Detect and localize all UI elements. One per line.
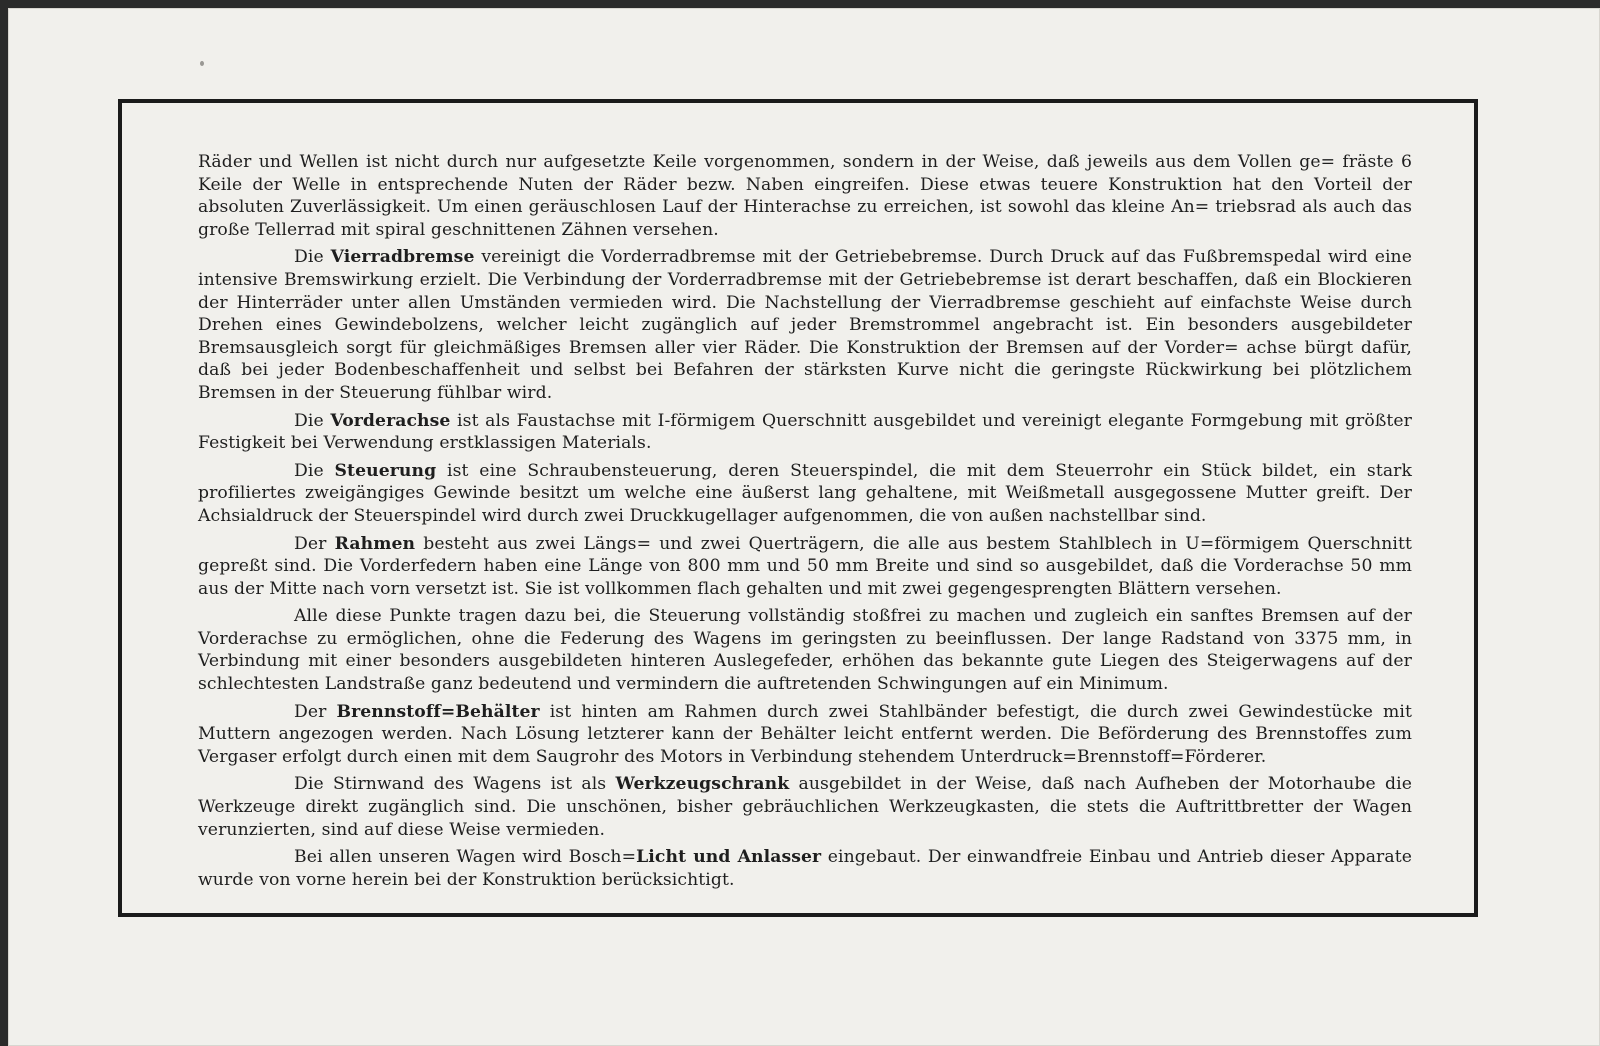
body-text (198, 151, 1412, 896)
paragraph-bosch-lighting (198, 846, 1412, 891)
paragraph-keyword: Vorderachse (330, 410, 451, 431)
paragraph-post: besteht aus zwei Längs= und zwei Querträgern, die alle aus bestem Stahlblech in U=förmigem Querschnitt gepreßt sind. Die Vorderfedern haben eine Länge von 800 mm und 50 mm Breite und sind so ausgebildet, daß die Vorderachse 50 mm aus der Mitte nach vorn versetzt ist. Sie ist vollkommen flach gehalten und mit zwei gegengesprengten Blättern versehen. (198, 533, 1412, 599)
paragraph-steering (198, 460, 1412, 528)
paragraph-tool-cabinet (198, 773, 1412, 841)
paragraph-four-wheel-brake (198, 246, 1412, 404)
paragraph-post: ist hinten am Rahmen durch zwei Stahlbänder befestigt, die durch zwei Gewindestücke mit Muttern angezogen werden. Nach Lösung letzterer kann der Behälter leicht entfernt werden. Die Beförderung des Brennstoffes zum Vergaser erfolgt durch einen mit dem Saugrohr des Motors in Verbindung stehendem Unterdruck=Brennstoff=Förderer. (198, 701, 1412, 767)
paragraph-post: ausgebildet in der Weise, daß nach Aufheben der Motorhaube die Werkzeuge direkt zugänglich sind. Die unschönen, bisher gebräuchlichen Werkzeugkasten, die stets die Auftrittbretter der Wagen verunzierten, sind auf diese Weise vermieden. (198, 774, 1412, 840)
paragraph-keyword: Vierradbremse (330, 247, 475, 268)
paragraph-frame (198, 533, 1412, 601)
paragraph-post: ist als Faustachse mit I-förmigem Querschnitt ausgebildet und vereinigt elegante Formgebung mit größter Festigkeit bei Verwendung erstklassigen Materials. (198, 410, 1413, 454)
paragraph-post: eingebaut. Der einwandfreie Einbau und Antrieb dieser Apparate wurde von vorne herein bei der Konstruktion berücksichtigt. (198, 847, 1412, 890)
paragraph-text: Räder und Wellen ist nicht durch nur aufgesetzte Keile vorgenommen, sondern in der Weise, daß jeweils aus dem Vollen ge= fräste 6 Keile der Welle in entsprechende Nuten der Räder bezw. Naben eingreifen. Diese etwas teuere Konstruktion hat den Vorteil der absoluten Zuverlässigkeit. Um einen geräuschlosen Lauf der Hinterachse zu erreichen, ist sowohl das kleine An= triebsrad als auch das große Tellerrad mit spiral geschnittenen Zähnen versehen. (198, 152, 1412, 240)
paper-speck (200, 61, 204, 66)
paragraph-pre: Der (294, 701, 337, 722)
paragraph-pre: Bei allen unseren Wagen wird Bosch= (294, 847, 637, 868)
paragraph-front-axle (198, 410, 1412, 455)
paragraph-pre: Die Stirnwand des Wagens ist als (294, 774, 616, 795)
paragraph-keyword: Rahmen (334, 533, 416, 554)
paragraph-fuel-tank (198, 701, 1412, 769)
paragraph-text: Alle diese Punkte tragen dazu bei, die Steuerung vollständig stoßfrei zu machen und zugleich ein sanftes Bremsen auf der Vorderachse zu ermöglichen, ohne die Federung des Wagens im geringsten zu beeinflussen. Der lange Radstand von 3375 mm, in Verbindung mit einer besonders ausgebildeten hinteren Auslegefeder, erhöhen das bekannte gute Liegen des Steigerwagens auf der schlechtesten Landstraße ganz bedeutend und vermindern die auftretenden Schwingungen auf ein Minimum. (198, 606, 1412, 695)
paragraph-pre: Die (294, 460, 335, 481)
paragraph-wheels-shafts (198, 151, 1412, 241)
paragraph-post: ist eine Schraubensteuerung, deren Steuerspindel, die mit dem Steuerrohr ein Stück bildet, ein stark profiliertes zweigängiges Gewinde besitzt um welche eine äußerst lang gehaltene, mit Weißmetall ausgegossene Mutter greift. Der Achsialdruck der Steuerspindel wird durch zwei Druckkugellager aufgenommen, die von außen nachstellbar sind. (198, 460, 1413, 526)
paragraph-keyword: Licht und Anlasser (636, 847, 822, 868)
paragraph-pre: Der (294, 533, 335, 554)
document-page (8, 8, 1600, 1046)
paragraph-post: vereinigt die Vorderradbremse mit der Getriebebremse. Durch Druck auf das Fußbremspedal wird eine intensive Bremswirkung erzielt. Die Verbindung der Vorderradbremse mit der Getriebebremse ist derart beschaffen, daß ein Blockieren der Hinterräder unter allen Umständen vermieden wird. Die Nachstellung der Vierradbremse geschieht auf einfachste Weise durch Drehen eines Gewindebolzens, welcher leicht zugänglich auf jeder Bremstrommel angebracht ist. Ein besonders ausgebildeter Bremsausgleich sorgt für gleichmäßiges Bremsen aller vier Räder. Die Konstruktion der Bremsen auf der Vorder= achse bürgt dafür, daß bei jeder Bodenbeschaffenheit und selbst bei Befahren der stärksten Kurve nicht die geringste Rückwirkung bei plötzlichem Bremsen in der Steuerung fühlbar wird. (198, 247, 1413, 403)
paragraph-keyword: Steuerung (334, 460, 437, 481)
paragraph-keyword: Brennstoff=Behälter (336, 701, 540, 722)
paragraph-ride-quality (198, 605, 1412, 695)
paragraph-pre: Die (294, 247, 331, 268)
paragraph-pre: Die (294, 410, 331, 431)
paragraph-keyword: Werkzeugschrank (615, 774, 790, 795)
